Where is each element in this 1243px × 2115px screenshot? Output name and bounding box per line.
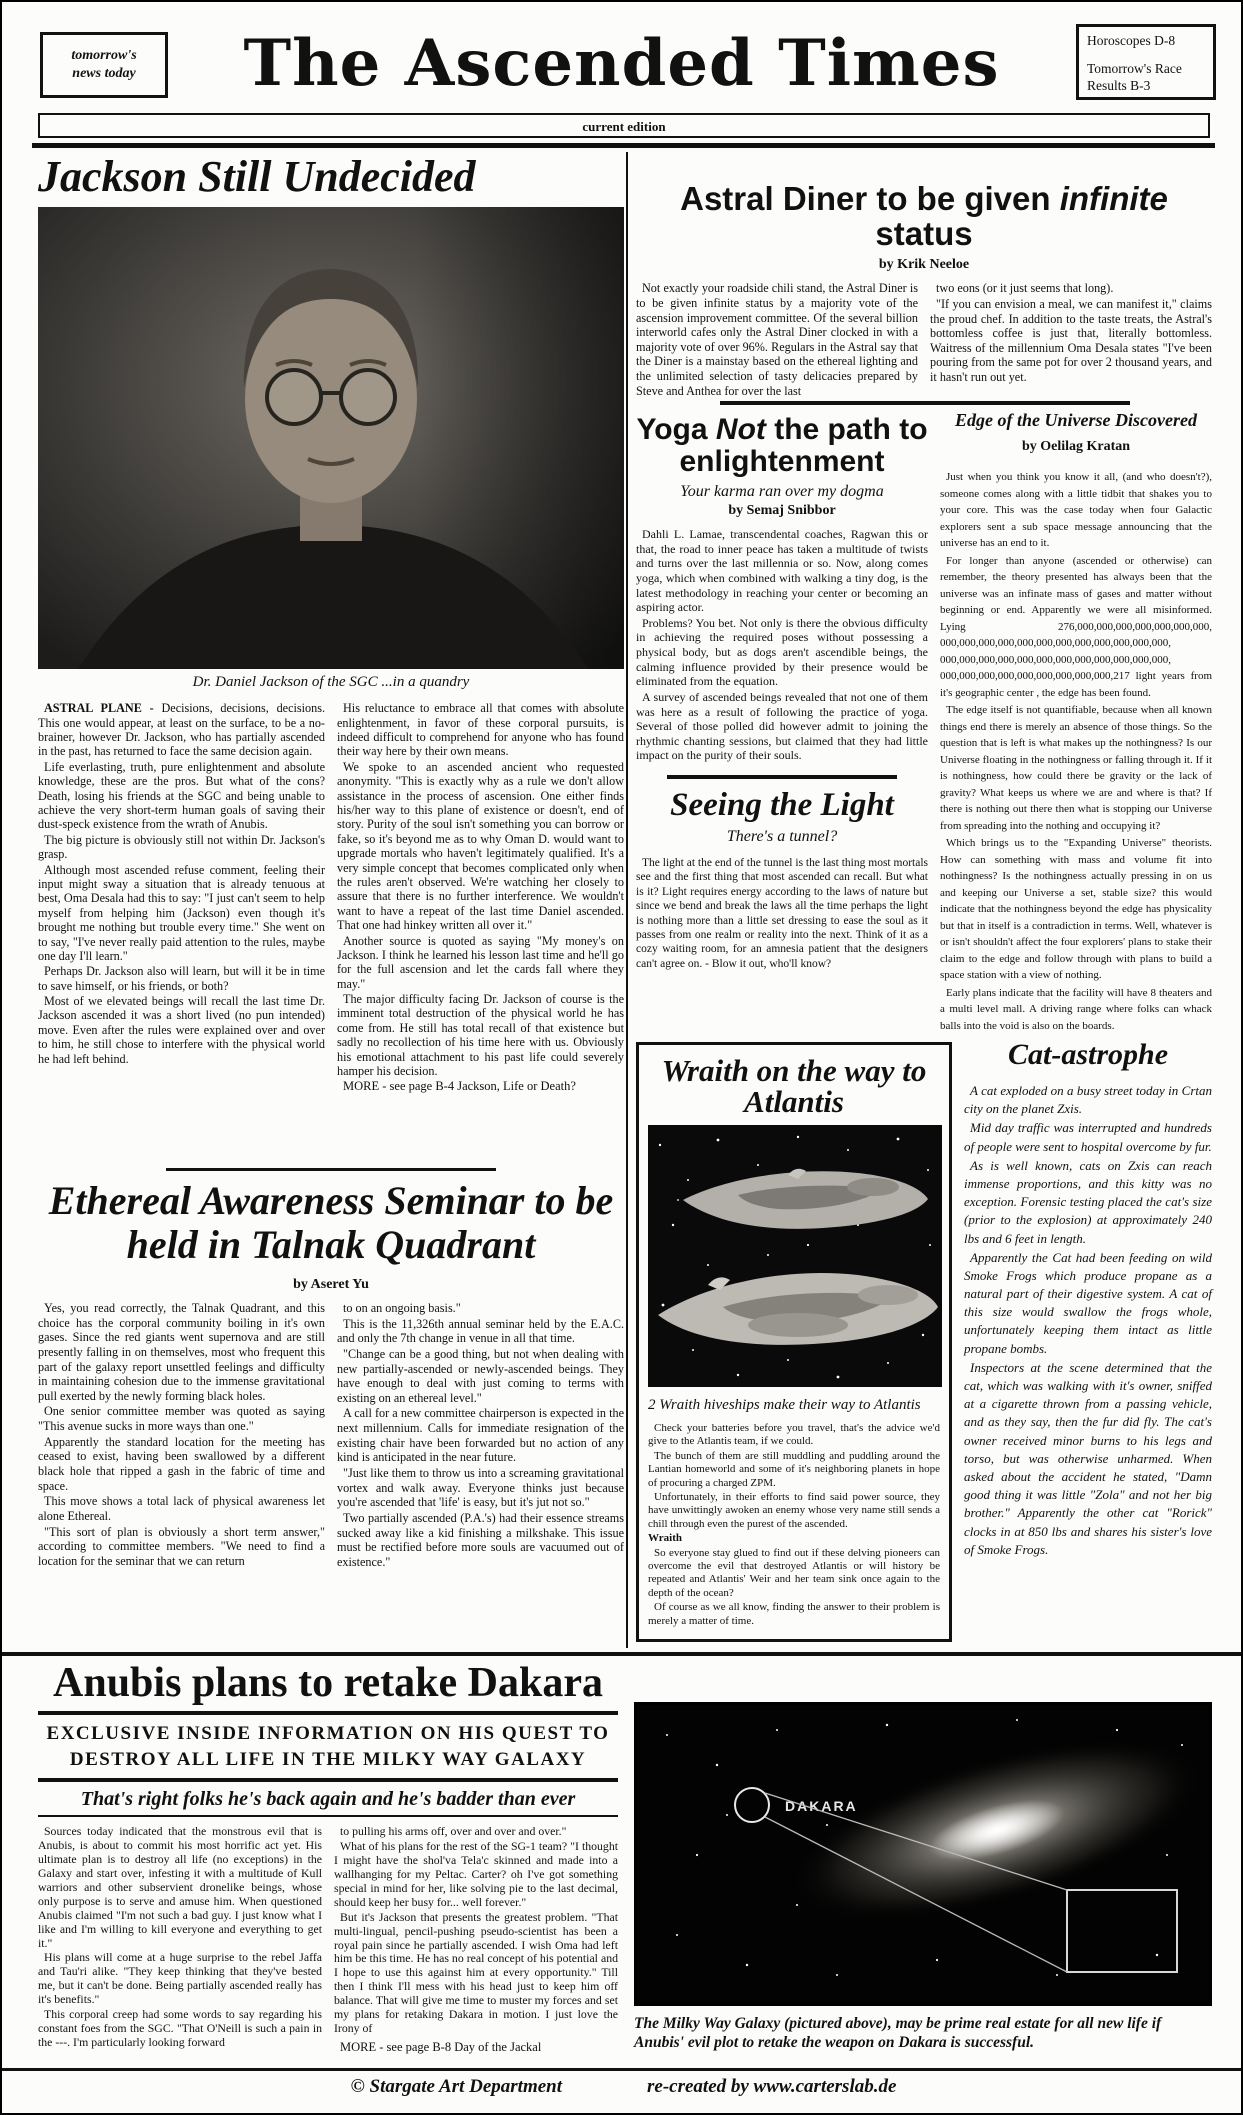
paragraph: The edge itself is not quantifiable, because when all known things end there is merely an absence of those things. So the question that is left is what makes up the nothingness? Is our Universe floating in the nothingness or falling through it. If it is nothingness, how could there be gravity or the lack of gravity? What keeps us where we are and where is that? If there is nothing out there then what is stopping our Universe from spreading into the nothing and occupying it? <box>940 704 1212 832</box>
yoga-body <box>636 527 928 763</box>
glasses-right-lens <box>341 370 395 424</box>
paragraph: Not exactly your roadside chili stand, the Astral Diner is to be given infinite status by a majority vote of the ascension improvement committee. Of the several billion interworld cafes only the Astral Diner clocked in with a majority vote of over 96%. Regulars in the Astral say that the Diner is a mainstay based on the ethereal lighting and the unlimited selection of tasty delicacies prepared by Steve and Anthea for over the last <box>636 281 918 398</box>
paragraph: Yes, you read correctly, the Talnak Quadrant, and this choice has the corporal community boiling in it's own gases. Since the red giants went supernova and are still presently falling in on themselves, most who frequent this part of the galaxy report unsettled feelings and difficulty in maintaining cohesion due to the immense gravitational pull exerted by the newly forming black holes. <box>38 1301 325 1403</box>
paragraph: A call for a new committee chairperson is expected in the next millennium. Calls for immediate resignation of the existing chair have been forwarded but no action of any kind is anticipated in the near future. <box>337 1406 624 1465</box>
wraith-headline: Wraith on the way to Atlantis <box>661 1053 927 1119</box>
article-catastrophe <box>964 1038 1212 1560</box>
astral-column-1 <box>636 281 918 399</box>
astral-column-2 <box>930 281 1212 399</box>
galaxy-caption: The Milky Way Galaxy (pictured above), may be prime real estate for all new life if Anubis' evil plot to retake the weapon on Dakara is successful. <box>634 2015 1162 2052</box>
edge-body <box>940 469 1212 1034</box>
paragraph: The big picture is obviously still not within Dr. Jackson's grasp. <box>38 832 325 862</box>
paragraph: "This sort of plan is obviously a short term answer," according to committee members. "We need to find a location for the seminar that we can return <box>38 1524 325 1568</box>
paragraph: A cat exploded on a busy street today in Crtan city on the planet Zxis. <box>964 1083 1212 1117</box>
ethereal-column-2 <box>337 1301 624 1571</box>
article-yoga <box>636 414 928 972</box>
paragraph: Mid day traffic was interrupted and hundreds of people were sent to hospital overcome by fur. <box>964 1120 1212 1154</box>
cat-headline: Cat-astrophe <box>1007 1038 1169 1071</box>
section-rule <box>720 401 1130 405</box>
article-ethereal-seminar <box>38 1168 624 1571</box>
paragraph: Check your batteries before you travel, that's the advice we'd give to the Atlantis team, if we could. <box>648 1422 940 1448</box>
paragraph: His plans will come at a huge surprise to the rebel Jaffa and Tau'ri alike. "They keep thinking that they've bested me, but it can't be done. Being partially ascended really has it's benefits." <box>38 1950 322 2007</box>
section-rule <box>667 775 897 779</box>
paragraph: Another source is quoted as saying "My money's on Jackson. I think he learned his lesson last time and he'll go for the full ascension and let the cards fall where they may." <box>337 933 624 991</box>
index-horoscopes: Horoscopes D-8 <box>1087 33 1176 48</box>
cat-body <box>964 1082 1212 1559</box>
footer-recreated-by: re-created by www.carterslab.de <box>647 2076 897 2097</box>
paragraph: two eons (or it just seems that long). <box>936 281 1114 296</box>
paragraph: But it's Jackson that presents the greatest problem. "That multi-lingual, pencil-pushing pseudo-scientist has been a royal pain since he partially ascended. I wish Oma had left him be this time. He has no real concept of his potential and I hope to use this against him at every opportunity." Till then I think I'll mess with his head just to keep him off balance. That will give me time to muster my forces and set my plans for retaking Dakara in motion. I just love the Irony of <box>334 1909 618 2035</box>
subhead-rule-thin <box>38 1815 618 1817</box>
anubis-more-line: MORE - see page B-8 Day of the Jackal <box>340 2039 542 2054</box>
anubis-subhead-caps: EXCLUSIVE INSIDE INFORMATION ON HIS QUEST TO DESTROY ALL LIFE IN THE MILKY WAY GALAXY <box>46 1723 610 1770</box>
footer-rule <box>2 2068 1243 2071</box>
yoga-byline: by Semaj Snibbor <box>728 503 836 518</box>
paragraph: Most of we elevated beings will recall the last time Dr. Jackson ascended it was a short lived (no pun intended) move. Even after the rules were explained over and over to him, he still chose to interfere with the physical world he had left behind. <box>38 994 325 1066</box>
anubis-column-1 <box>38 1825 322 2055</box>
paragraph: For longer than anyone (ascended or otherwise) can remember, the theory presented has always been that the universe was an infinate mass of gases and matter without beginning or end. Apparently we were all misinformed. Lying 276,000,000,000,000,000,000,000, 000,000,000,000,000,000,000,000,000,000,000,000, 000,000,000,000,000,000,000,000,000,000,000,000, 000,000,000,000,000,000,000,000,000,217 light years from it's geographic center , the edge has been found. <box>940 554 1212 699</box>
paragraph: Unfortunately, in their efforts to find said power source, they have unwittingly awoken an enemy whose very name still sends a chill through even the purest of the ascended. <box>648 1491 940 1530</box>
paragraph: ASTRAL PLANE - Decisions, decisions, decisions. This one would appear, at least on the surface, to be a no-brainer, however Dr. Jackson, who has partially ascended in the past, has returned to face the same decision again. <box>38 701 325 759</box>
article-wraith <box>636 1042 952 1642</box>
paragraph: Sources today indicated that the monstrous evil that is Anubis, is about to commit his most horrific act yet. His ultimate plan is to destroy all life (no exceptions) in the Galaxy and start over, infesting it with a multitude of Kull warriors and other subservient dronelike beings, whose only purpose is to serve and amuse him. When questioned Anubis claimed "I'm not such a bad guy. I just know what I like and I'm willing to kill everyone and everything to get it." <box>38 1824 322 1950</box>
tagline-line2: news today <box>72 65 136 81</box>
light-headline: Seeing the Light <box>670 787 894 823</box>
paragraph: Two partially ascended (P.A.'s) had their essence streams sucked away like a kid finishing a milkshake. This issue must be rectified before more souls are vacuumed out of existence." <box>337 1510 624 1569</box>
article-anubis <box>38 1662 618 2056</box>
paragraph: The light at the end of the tunnel is the last thing most mortals see and the first thing that most ascended can recall. But what is it? Light requires energy according to the laws of nature but since we bend and break the laws all the time perhaps the light is nothing more than a little set dressing to ease the soul as it passes from one realm or reality into the next. Think of it as a cozy waiting room, for an amnesia patient that the designers can't agree on. - Blow it out, who'll know? <box>636 857 928 970</box>
jackson-headline: Jackson Still Undecided <box>38 152 476 201</box>
paragraph: One senior committee member was quoted as saying "This avenue sucks in more ways than one." <box>38 1404 325 1434</box>
paragraph: His reluctance to embrace all that comes with absolute enlightenment, in favor of these corporal pursuits, is indeed difficult to comprehend for anyone who has found their way here by their own means. <box>337 701 624 759</box>
paragraph: Just when you think you know it all, (and who doesn't?), someone comes along with a little tidbit that shakes you to your core. This was the case today when four Galactic explorers sent a sub space message announcing that the universe has an end to it. <box>940 471 1212 549</box>
paragraph: Which brings us to the "Expanding Universe" theorists. How can something with mass and volume fit into nothingness? Is the nothingness actually pressing in on us and keeping our Universe a set, stable size? this would indicate that the nothingness beyond the edge has physicality but that in itself is a contradiction in terms. Well, whatever is or isn't shouldn't affect the four explorers' plans to stake their claim to the edge and follow through with plans to build a space station with a view of nothing. <box>940 837 1212 981</box>
paragraph: So everyone stay glued to find out if these delving pioneers can overcome the evil that destroyed Atlantis or will history be repeated and Atlantis' Weir and her team sink once again to the depth of the ocean? <box>648 1546 940 1599</box>
anubis-headline: Anubis plans to retake Dakara <box>53 1660 603 1706</box>
light-subhead: There's a tunnel? <box>726 828 838 845</box>
astral-headline-emphasis: infinite <box>1059 180 1168 217</box>
paragraph: The major difficulty facing Dr. Jackson of course is the imminent total destruction of the physical world he has come from. He still has total recall of that existence but sadly no recollection of his time here with us. Obviously his emotional attachment to his past life could severely hamper his decision. <box>337 992 624 1079</box>
paragraph: Life everlasting, truth, pure enlightenment and absolute knowledge, these are the pros. But what of the cons? Death, losing his friends at the SGC and being unable to achieve the very short-term human goals of saving their dust-speck existence from the wrath of Anubis. <box>38 759 325 832</box>
edge-byline: by Oelilag Kratan <box>1021 439 1131 454</box>
astral-headline: Astral Diner to be given infinite status <box>680 180 1168 252</box>
jackson-column-2 <box>337 701 624 1095</box>
paragraph: A survey of ascended beings revealed that not one of them was here as a result of following the practice of yoga. Several of those polled did however admit to joining the rhythmic chanting sessions, but claimed that they had little impact on the purity of their souls. <box>636 689 928 763</box>
jackson-photo-caption: Dr. Daniel Jackson of the SGC ...in a quandry <box>192 674 470 691</box>
anubis-column-2 <box>334 1825 618 2055</box>
masthead-index-box <box>1076 24 1216 100</box>
column-divider <box>626 152 628 1648</box>
paragraph: Problems? You bet. Not only is there the obvious difficulty in achieving the required poses without possessing a physical body, but as dogs aren't ascendible beings, the calming influence provided by their presence would be eliminated from the equation. <box>636 615 928 689</box>
anubis-subhead-italic: That's right folks he's back again and he's badder than ever <box>80 1788 576 1811</box>
ethereal-byline: by Aseret Yu <box>293 1277 369 1292</box>
dakara-label: DAKARA <box>785 1798 858 1814</box>
article-jackson <box>38 152 624 1095</box>
footer <box>2 2076 1243 2098</box>
paragraph: The bunch of them are still muddling and puddling around the Lantian homeworld and some of it's neighboring planets in hope of procuring a charged ZPM. <box>648 1449 940 1489</box>
wraith-photo-caption: 2 Wraith hiveships make their way to Atlantis <box>648 1397 921 1413</box>
ethereal-headline: Ethereal Awareness Seminar to be held in Talnak Quadrant <box>48 1178 614 1267</box>
paragraph: This corporal creep had some words to say regarding his constant foes from the SGC. "That O'Neill is such a pain in the ---. I'm particularly looking forward <box>38 2007 322 2049</box>
paragraph: This is the 11,326th annual seminar held by the E.A.C. and only the 7th change in venue in all that time. <box>337 1316 624 1346</box>
subhead-rule <box>38 1778 618 1782</box>
paragraph: Perhaps Dr. Jackson also will learn, but will it be in time to save himself, or his friends, or both? <box>38 964 325 993</box>
paragraph: "Just like them to throw us into a screaming gravitational vortex and walk away. Everyone thinks just because you're ascended that 'life' is easy, but it's jut not so." <box>337 1466 624 1510</box>
jackson-photo <box>38 207 624 669</box>
glasses-left-lens <box>267 370 321 424</box>
paragraph: Apparently the Cat had been feeding on wild Smoke Frogs which produce propane as a natural part of their digestive system. A cat of this size would swallow the frogs whole, unfortunately keeping them intact as little propane bombs. <box>964 1249 1212 1356</box>
paragraph: Apparently the standard location for the meeting has ceased to exist, having been swallowed by a different black hole that ripped a gash in the fabric of time and space. <box>38 1434 325 1493</box>
paragraph: "If you can envision a meal, we can manifest it," claims the proud chef. In addition to the taste treats, the Astral's bottomless coffee is just that, literally bottomless. Waitress of the millennium Oma Desala states "I've been pouring from the same pot for over 2 thousand years, and it hasn't run out yet. <box>930 296 1212 385</box>
paragraph: We spoke to an ascended ancient who requested anonymity. "This is exactly why as a rule we don't allow assistance in the process of ascension. One either finds his/her way to this plane of existence or doesn't, end of story. Purity of the soul isn't something you can borrow or fake, so it's beyond me as to why Oman D. would want to upgrade mortals who haven't legitimately qualified. It's a very simple concept that becomes complicated only when the rules aren't observed. We're watching her closely to assure that there is no further interference. We wouldn't want to have a repeat of the last time Daniel ascended. That one had hinkey written all over it." <box>337 759 624 933</box>
ethereal-column-1 <box>38 1301 325 1571</box>
masthead-rule <box>32 143 1215 148</box>
headline-rule <box>38 1711 618 1715</box>
yoga-subhead: Your karma ran over my dogma <box>680 483 884 500</box>
paragraph: to pulling his arms off, over and over and over." <box>340 1824 567 1839</box>
jackson-column-1 <box>38 701 325 1095</box>
paragraph: Dahli L. Lamae, transcendental coaches, Ragwan this or that, the road to inner peace has taken a multitude of twists and turns over the last millennia or so. Now, along comes yoga, which when combined with walking a tiny dog, is the latest methodology in reaching your center or becoming an aspiring actor. <box>636 527 928 615</box>
paragraph: Although most ascended refuse comment, feeling their input might sway a situation that is already tenuous at best, Oma Desala had this to say: "I just can't seem to help myself from helping him (Jackson) even though it's brought me nothing but trouble every time." She went on to say, "I've never really paid attention to the rules, maybe one day I'll learn." <box>38 862 325 963</box>
masthead-tagline-box <box>40 32 168 98</box>
yoga-headline-emphasis: Not <box>715 413 766 446</box>
newspaper-title: The Ascended Times <box>243 26 1000 101</box>
tagline-line1: tomorrow's <box>71 48 137 63</box>
milky-way-photo <box>637 1705 1209 2003</box>
wraith-hiveships-photo <box>648 1125 942 1387</box>
wraith-bold-word: Wraith <box>648 1532 683 1545</box>
wraith-body <box>648 1422 940 1628</box>
edition-bar: current edition <box>38 113 1210 138</box>
yoga-headline: Yoga Not the path to enlightenment <box>636 413 928 478</box>
light-body <box>636 856 928 971</box>
paragraph: to on an ongoing basis." <box>343 1301 461 1315</box>
index-race-results: Tomorrow's Race Results B-3 <box>1087 60 1182 94</box>
paragraph: Inspectors at the scene determined that the cat, which was walking with it's owner, sniffed at a cigarette thrown from a passing vehicle, and as they say, then the fur did fly. The cat's owner received minor burns to his legs and torso, but was otherwise unharmed. When asked about the accident he stated, "Damn good thing it was little "Zola" and not her big brother." Apparently the other cat "Rorick" clocks in at 850 lbs and shares his sister's love of Smoke Frogs. <box>964 1359 1212 1557</box>
paragraph: What of his plans for the rest of the SG-1 team? "I thought I might have the shol'va Tela'c skinned and made into a wallhanging for my Peltac. Carter? oh I've got something special in mind for her, like solving pie to the last decimal, should keep her busy for... well forever." <box>334 1839 618 1909</box>
jackson-more-line: MORE - see page B-4 Jackson, Life or Death? <box>343 1079 576 1094</box>
paragraph: As is well known, cats on Zxis can reach immense proportions, and this kitty was no exception. Forensic testing placed the cat's size (prior to the explosion) at approximately 240 lbs and 6 feet in length. <box>964 1157 1212 1246</box>
footer-copyright: © Stargate Art Department <box>350 2076 562 2097</box>
galaxy-photo-frame <box>634 1702 1212 2006</box>
paragraph: Early plans indicate that the facility will have 8 theaters and a multi level mall. A driving range where folks can whack balls into the void is also on the boards. <box>940 986 1212 1032</box>
section-rule <box>2 1652 1243 1656</box>
article-astral-diner <box>636 182 1212 399</box>
article-edge-of-universe <box>940 410 1212 1035</box>
dateline: ASTRAL PLANE - <box>44 701 154 716</box>
astral-byline: by Krik Neeloe <box>878 257 970 273</box>
edge-headline: Edge of the Universe Discovered <box>955 410 1197 430</box>
paragraph: "Change can be a good thing, but not when dealing with new partially-ascended or newly-ascended beings. They have enough to deal with just coming to terms with existing on an ethereal level." <box>337 1346 624 1405</box>
paragraph: This move shows a total lack of physical awareness let alone Ethereal. <box>38 1494 325 1523</box>
section-rule <box>166 1168 496 1171</box>
paragraph: Of course as we all know, finding the answer to their problem is merely a matter of time. <box>648 1601 940 1627</box>
